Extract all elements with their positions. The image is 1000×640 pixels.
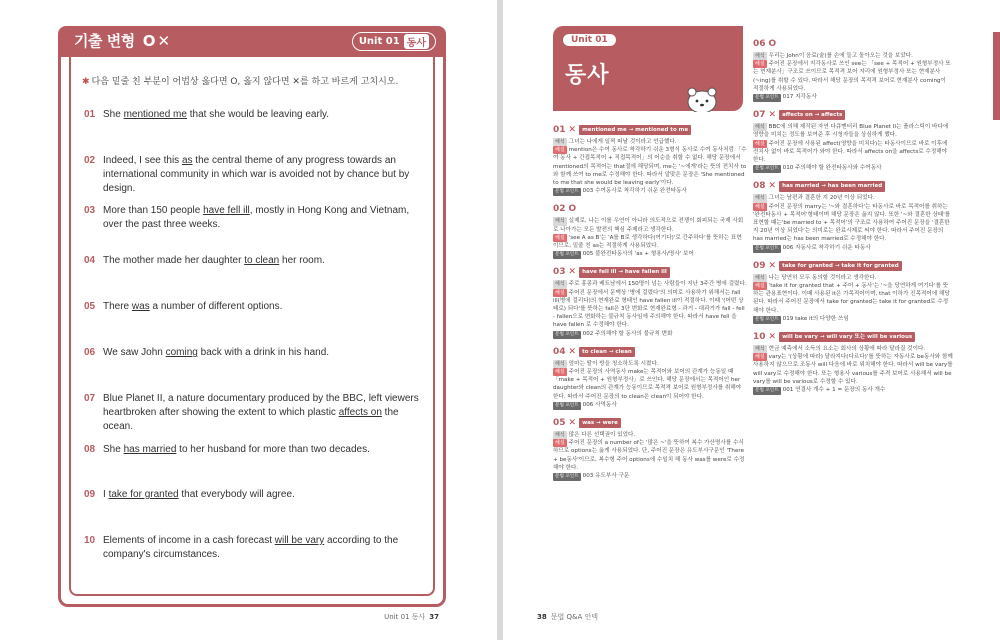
entry-number: 07	[753, 110, 766, 121]
entry-line	[553, 280, 747, 288]
question-pre: More than 150 people	[103, 205, 204, 216]
instruction	[82, 74, 398, 87]
entry-tag: 문법 포인트	[753, 316, 781, 324]
question-text	[103, 254, 424, 268]
correction: have fell ill → have fallen ill	[579, 267, 670, 277]
entry-line	[553, 368, 747, 401]
wrong-mark-icon: ✕	[768, 260, 777, 271]
entry-text: mention은 수여 동사로 착각하기 쉬운 3형식 동사로 수여 동사처럼 「수여 동사 + 간접목적어 + 직접목적어」의 어순을 취할 수 없다. 해당 문장에서 mentioned의 목적어는 that절에 해당되며, me는 '~에게'라는 뜻의 전치사 to와 함께 쓰여 to me로 수정해야 한다. 따라서 알맞은 문장은 'She mentioned to me that she would be leaving early'이다.	[553, 147, 747, 187]
answer-entry-09	[753, 260, 953, 324]
entry-head	[753, 109, 953, 121]
entry-head	[753, 38, 953, 50]
question-pre: Blue Planet II, a nature documentary produced by the BBC, left viewers heartbroken after showing the extent to which plastic	[103, 393, 419, 418]
entry-tag: 해설	[555, 440, 565, 447]
entry-tag: 해석	[755, 53, 765, 59]
entry-number: 08	[753, 181, 766, 192]
entry-line	[553, 234, 747, 250]
entry-tag: 문법 포인트	[553, 331, 581, 339]
entry-tag: 해석	[755, 274, 765, 281]
asterisk-icon: ✱	[82, 77, 90, 87]
entry-tag: 문법 포인트	[753, 94, 781, 102]
correct-mark-icon: O	[768, 38, 777, 49]
entry-text: 017 지각동사	[782, 94, 817, 101]
underlined-phrase: was	[131, 301, 150, 312]
answer-entry-10	[753, 331, 953, 395]
correction: to clean → clean	[579, 347, 635, 357]
answer-entry-06	[753, 38, 953, 102]
wrong-mark-icon: ✕	[768, 331, 777, 342]
entry-tag: 문법 포인트	[553, 188, 581, 196]
entry-text: 'take it for granted that + 주어 + 동사'는 '~을 당연하게 여기다'를 뜻하는 관용표현이다. 이때 사용된 it은 가목적어이며, that 이하가 진목적어에 해당된다. 따라서 주어진 문장에서 take for granted는 take it for granted로 수정해야 한다.	[753, 283, 950, 314]
question-post: that everybody will agree.	[178, 489, 295, 500]
question-pre: There	[103, 301, 132, 312]
entry-text: 많은 다른 선택권이 있었다.	[568, 432, 636, 439]
answer-entry-08	[753, 180, 953, 252]
entry-number: 03	[553, 267, 566, 278]
footer-text: 문법 Q&A 인덱	[550, 613, 599, 621]
entry-tag: 해석	[555, 281, 565, 288]
underlined-phrase: have fell ill	[203, 205, 250, 216]
entry-line	[553, 330, 747, 339]
entry-tag: 해석	[755, 346, 765, 353]
unit-tag	[352, 32, 436, 51]
entry-text: 005 불완전타동사의 'as + 형용사/명사' 보어	[582, 251, 694, 258]
question-pre: We saw John	[103, 347, 166, 358]
entry-line	[553, 146, 747, 187]
entry-tag: 문법 포인트	[753, 387, 781, 395]
correct-mark-icon: O	[568, 204, 577, 215]
left-page	[0, 0, 497, 640]
answer-entry-03	[553, 266, 747, 338]
question-text	[103, 534, 424, 562]
entry-text: 주어진 문장의 a number of는 '많은 ~'을 뜻하여 복수 가산명사를 수식하므로 options는 옳게 사용되었다. 단, 주어진 문장은 유도부사구문인 'There + be동사'이므로, 복수형 주어 options에 수일치 해 동사 was를 were로 수정해야 한다.	[553, 440, 745, 471]
entry-text: 006 자동사로 착각하기 쉬운 타동사	[782, 244, 871, 251]
entry-tag: 해설	[555, 147, 565, 154]
question-number: 03	[84, 205, 96, 216]
wrong-mark-icon: ✕	[568, 124, 577, 135]
correction: will be vary → will vary 또는 will be various	[779, 332, 915, 342]
entry-line	[753, 93, 953, 102]
underlined-phrase: as	[181, 155, 193, 166]
question-post: the ocean.	[103, 407, 399, 432]
banner-unit: Unit 01	[563, 34, 616, 46]
question-text	[103, 204, 424, 232]
entry-head	[553, 203, 747, 215]
question-number: 08	[84, 444, 96, 455]
exercise-header	[58, 26, 446, 57]
entry-tag: 해석	[555, 139, 565, 145]
question-number: 10	[84, 535, 96, 546]
entry-line	[553, 401, 747, 410]
question-number: 01	[84, 109, 96, 120]
answer-entry-02	[553, 203, 747, 259]
entry-line	[753, 52, 953, 60]
underlined-phrase: coming	[165, 347, 198, 358]
answer-entry-05	[553, 417, 747, 481]
underlined-phrase: to clean	[244, 255, 280, 266]
entry-line	[753, 60, 953, 93]
question-03	[84, 204, 424, 232]
entry-head	[553, 266, 747, 278]
entry-text: 우리는 John이 음료(술)를 손에 들고 돌아오는 것을 보았다.	[768, 53, 913, 59]
page-number-38: 38	[537, 613, 547, 621]
footer-unit: Unit 01 동사	[384, 613, 426, 621]
entry-head	[553, 346, 747, 358]
question-pre: The mother made her daughter	[103, 255, 245, 266]
entry-text: 주어진 문장에 사용된 affect(영향을 미치다)는 타동사이므로 바로 이후에 전치사 없이 바로 목적어가 와야 한다. 따라서 affects on을 affects로 수정해야 한다.	[753, 140, 948, 164]
entry-line	[753, 353, 953, 386]
question-box	[58, 57, 446, 607]
unit-tag-topic: 동사	[404, 34, 429, 49]
entry-tag: 해석	[755, 124, 765, 131]
bear-mascot-icon	[685, 84, 719, 112]
answer-entry-04	[553, 346, 747, 410]
entry-line	[553, 250, 747, 259]
correction: take for granted → take it for granted	[779, 261, 902, 271]
entry-tag: 문법 포인트	[553, 251, 581, 259]
entry-line	[753, 244, 953, 253]
entry-text: 주로 홍콩과 베트남에서 150명이 넘는 사람들이 지난 3주간 병에 걸렸다.	[568, 281, 747, 288]
entry-number: 04	[553, 346, 566, 357]
underlined-phrase: take for granted	[108, 489, 179, 500]
entry-text: BBC에 의해 제작된 자연 다큐멘터리 Blue Planet II는 플라스틱이 바다에 영향을 미치는 정도를 보여준 후 시청자들을 상심하게 했다.	[753, 124, 949, 139]
underlined-phrase: mentioned me	[123, 109, 187, 120]
underlined-phrase: has married	[123, 444, 177, 455]
question-pre: Indeed, I see this	[103, 155, 182, 166]
entry-line	[553, 431, 747, 439]
question-post: back with a drink in his hand.	[197, 347, 330, 358]
question-post: the central theme of any progress towards an international community in which war is avoided not by chance but by design.	[103, 155, 410, 194]
wrong-mark-icon: ✕	[568, 267, 577, 278]
entry-tag: 해석	[555, 432, 565, 439]
entry-number: 01	[553, 124, 566, 135]
question-01	[84, 108, 424, 122]
entry-text: 주어진 문장에서 문맥상 '병에 걸렸다'의 의미로 사용하기 위해서는 fall ill(병에 걸리다)의 현재완료 형태인 have fallen ill이 적절하다. 이때 '(어떤 상태로) 되다'를 뜻하는 fall은 3단 변화로 현재완료형 - 과거 - 대과거가 fall - fell - fallen으로 변화하는 불규칙 동사임에 주의해야 한다. 따라서 have fell 을 have fallen 로 수정해야 한다.	[553, 289, 745, 329]
entry-text: 주어진 문장의 사역동사 make는 목적어와 보어의 관계가 능동일 때 「make + 목적어 + 원형부정사」로 쓰인다. 해당 문장에서는 목적어인 her daughter와 clean의 관계가 능동이므로 목적격 보어로 원형부정사를 취해야 한다. 따라서 주어진 문장의 to clean은 clean이 되어야 한다.	[553, 369, 742, 400]
wrong-mark-icon: ✕	[768, 110, 777, 121]
question-post: a number of different options.	[149, 301, 283, 312]
wrong-mark-icon: ✕	[768, 181, 777, 192]
entry-line	[753, 282, 953, 315]
question-10	[84, 534, 424, 562]
entry-line	[553, 138, 747, 146]
question-text	[103, 443, 424, 457]
entry-tag: 해설	[755, 61, 765, 68]
entry-tag: 해설	[555, 234, 565, 241]
question-number: 09	[84, 489, 96, 500]
banner-title: 동사	[565, 63, 610, 88]
entry-text: 001 연결사 개수 + 1 = 문장의 동사 개수	[782, 387, 886, 394]
question-pre: She	[103, 109, 124, 120]
question-pre: She	[103, 444, 124, 455]
entry-number: 09	[753, 260, 766, 271]
entry-text: 실제로, 나는 이를 우연이 아니라 의도적으로 전쟁이 회피되는 국제 사회로 나아가는 모든 발전의 핵심 주제라고 생각한다.	[553, 218, 744, 233]
entry-line	[753, 315, 953, 324]
question-post: according to the company's circumstances.	[103, 535, 399, 560]
answer-entry-01	[553, 124, 747, 196]
underlined-phrase: will be vary	[274, 535, 325, 546]
right-footer	[537, 612, 598, 622]
question-09	[84, 488, 424, 502]
entry-text: 그녀는 나에게 일찍 떠날 것이라고 언급했다.	[568, 139, 677, 145]
answer-entry-07	[753, 109, 953, 173]
question-text	[103, 488, 424, 502]
entry-head	[753, 260, 953, 272]
entry-line	[553, 360, 747, 368]
entry-text: 나는 당연히 모두 동의할 것이라고 생각한다.	[768, 274, 877, 281]
entry-line	[753, 345, 953, 353]
entry-line	[553, 439, 747, 472]
entry-tag: 해설	[755, 203, 765, 210]
entry-line	[553, 187, 747, 196]
entry-line	[553, 289, 747, 330]
entry-tag: 해설	[755, 354, 765, 361]
question-number: 02	[84, 155, 96, 166]
question-text	[103, 108, 424, 122]
question-text	[103, 346, 424, 360]
wrong-mark-icon: ✕	[568, 417, 577, 428]
entry-text: 002 주의해야 할 동사의 불규칙 변화	[582, 330, 673, 337]
entry-tag: 해설	[555, 289, 565, 296]
entry-text: 그녀는 남편과 결혼한 지 20년 이상 되었다.	[768, 195, 875, 202]
entry-tag: 문법 포인트	[753, 245, 781, 253]
entry-text: 003 유도부사 구문	[582, 473, 630, 480]
question-05	[84, 300, 424, 314]
entry-text: 주어진 문장에서 지각동사로 쓰인 see는 「see + 목적어 + 원형부정사 또는 현재분사」구조로 쓰이므로 목적격 보어 자리에 원형부정사 또는 현재분사(~ing)를 취할 수 있다. 따라서 해당 문장의 목적격 보어로 현재분사 coming이 적절하게 사용되었다.	[753, 61, 951, 92]
unit-tag-label: Unit 01	[358, 36, 400, 47]
right-page	[503, 0, 1000, 640]
exercise-title	[74, 30, 172, 51]
correction: mentioned me → mentioned to me	[579, 125, 691, 135]
entry-line	[753, 274, 953, 282]
question-post: , mostly in Hong Kong and Vietnam, over the past three weeks.	[103, 205, 410, 230]
entry-number: 05	[553, 417, 566, 428]
question-08	[84, 443, 424, 457]
left-footer	[384, 612, 439, 622]
entry-head	[553, 417, 747, 429]
question-04	[84, 254, 424, 268]
entry-line	[753, 194, 953, 202]
entry-number: 10	[753, 331, 766, 342]
exercise-title-text: 기출 변형	[74, 32, 135, 50]
entry-tag: 해설	[555, 369, 565, 376]
entry-tag: 해석	[555, 360, 565, 367]
question-number: 07	[84, 393, 96, 404]
correction: has married → has been married	[779, 181, 885, 191]
entry-line	[553, 217, 747, 233]
entry-line	[753, 140, 953, 165]
entry-line	[553, 472, 747, 481]
entry-tag: 문법 포인트	[553, 402, 581, 410]
underlined-phrase: affects on	[338, 407, 382, 418]
entry-line	[753, 386, 953, 395]
question-07	[84, 392, 424, 434]
entry-tag: 문법 포인트	[753, 165, 781, 173]
wrong-mark-icon: ✕	[568, 346, 577, 357]
question-06	[84, 346, 424, 360]
entry-tag: 해설	[755, 283, 765, 290]
entry-head	[753, 180, 953, 192]
unit-edge-tab	[993, 32, 1000, 120]
correction: affects on → affects	[779, 110, 845, 120]
question-pre: Elements of income in a cash forecast	[103, 535, 275, 546]
question-number: 05	[84, 301, 96, 312]
question-post: her room.	[279, 255, 325, 266]
question-number: 04	[84, 255, 96, 266]
entry-tag: 해설	[755, 140, 765, 147]
entry-text: 엄마는 딸이 방을 청소하도록 시켰다.	[568, 360, 659, 367]
entry-text: 006 사역동사	[582, 401, 617, 408]
entry-text: 'see A as B'는 'A를 B로 생각하다(여기다)'로 간주하다'를 뜻하는 표현이므로, 밑줄 친 as는 적절하게 사용되었다.	[553, 234, 742, 250]
entry-text: vary는 '(상황에 따라) 달라지다(다르다)'를 뜻하는 자동사로 be동사와 함께 사용하지 않으므로 조동사 will 다음에 바로 위치해야 한다. 따라서 will be vary를 will vary로 수정해야 한다. 또는 형용사 various를 주격 보어로 사용해서 will be vary를 will be various로 수정할 수 있다.	[753, 354, 953, 385]
question-text	[103, 154, 424, 196]
entry-text: 019 take it의 다양한 쓰임	[782, 315, 849, 322]
entry-text: 010 주의해야 할 완전타동사와 수여동사	[782, 165, 882, 172]
instruction-text: 다음 밑줄 친 부분이 어법상 옳다면 O, 옳지 않다면 ✕를 하고 바르게 고치시오.	[91, 77, 399, 87]
question-pre: I	[103, 489, 109, 500]
entry-text: 003 수여동사로 착각하기 쉬운 완전타동사	[582, 188, 687, 195]
entry-tag: 해석	[755, 195, 765, 202]
entry-head	[553, 124, 747, 136]
entry-line	[753, 203, 953, 244]
entry-line	[753, 164, 953, 173]
entry-text: 현금 예측에서 소득의 요소는 회사의 상황에 따라 달라질 것이다.	[768, 346, 926, 353]
answer-column-left	[553, 124, 747, 488]
question-post: that she would be leaving early.	[186, 109, 330, 120]
entry-tag: 문법 포인트	[553, 473, 581, 481]
question-02	[84, 154, 424, 196]
question-post: to her husband for more than two decades.	[176, 444, 370, 455]
question-number: 06	[84, 347, 96, 358]
entry-head	[753, 331, 953, 343]
correction: was → were	[579, 418, 621, 428]
answer-column-right	[753, 38, 953, 402]
entry-line	[753, 123, 953, 139]
entry-text: 주어진 문장의 marry는 '~와 결혼하다'는 타동사로 바로 목적어를 취하는 '완전타동사 + 목적어'형태이며 해당 문장은 옳지 않다. 또한 '~와 결혼한 상태'를 표현할 때는'be married to + 목적어'의 구조로 사용하여 주어진 문장을 '결혼한 지 20년 이상 되었다'는 의미로는 완료시제로 써야 한다. 따라서 주어진 문장의 has married는 has been married로 수정해야 한다.	[753, 203, 951, 243]
entry-number: 02	[553, 204, 566, 215]
page-number-37: 37	[429, 613, 439, 621]
question-text	[103, 392, 424, 434]
entry-tag: 해석	[555, 218, 565, 225]
entry-number: 06	[753, 38, 766, 49]
question-text	[103, 300, 424, 314]
ox-label: O✕	[142, 32, 173, 50]
